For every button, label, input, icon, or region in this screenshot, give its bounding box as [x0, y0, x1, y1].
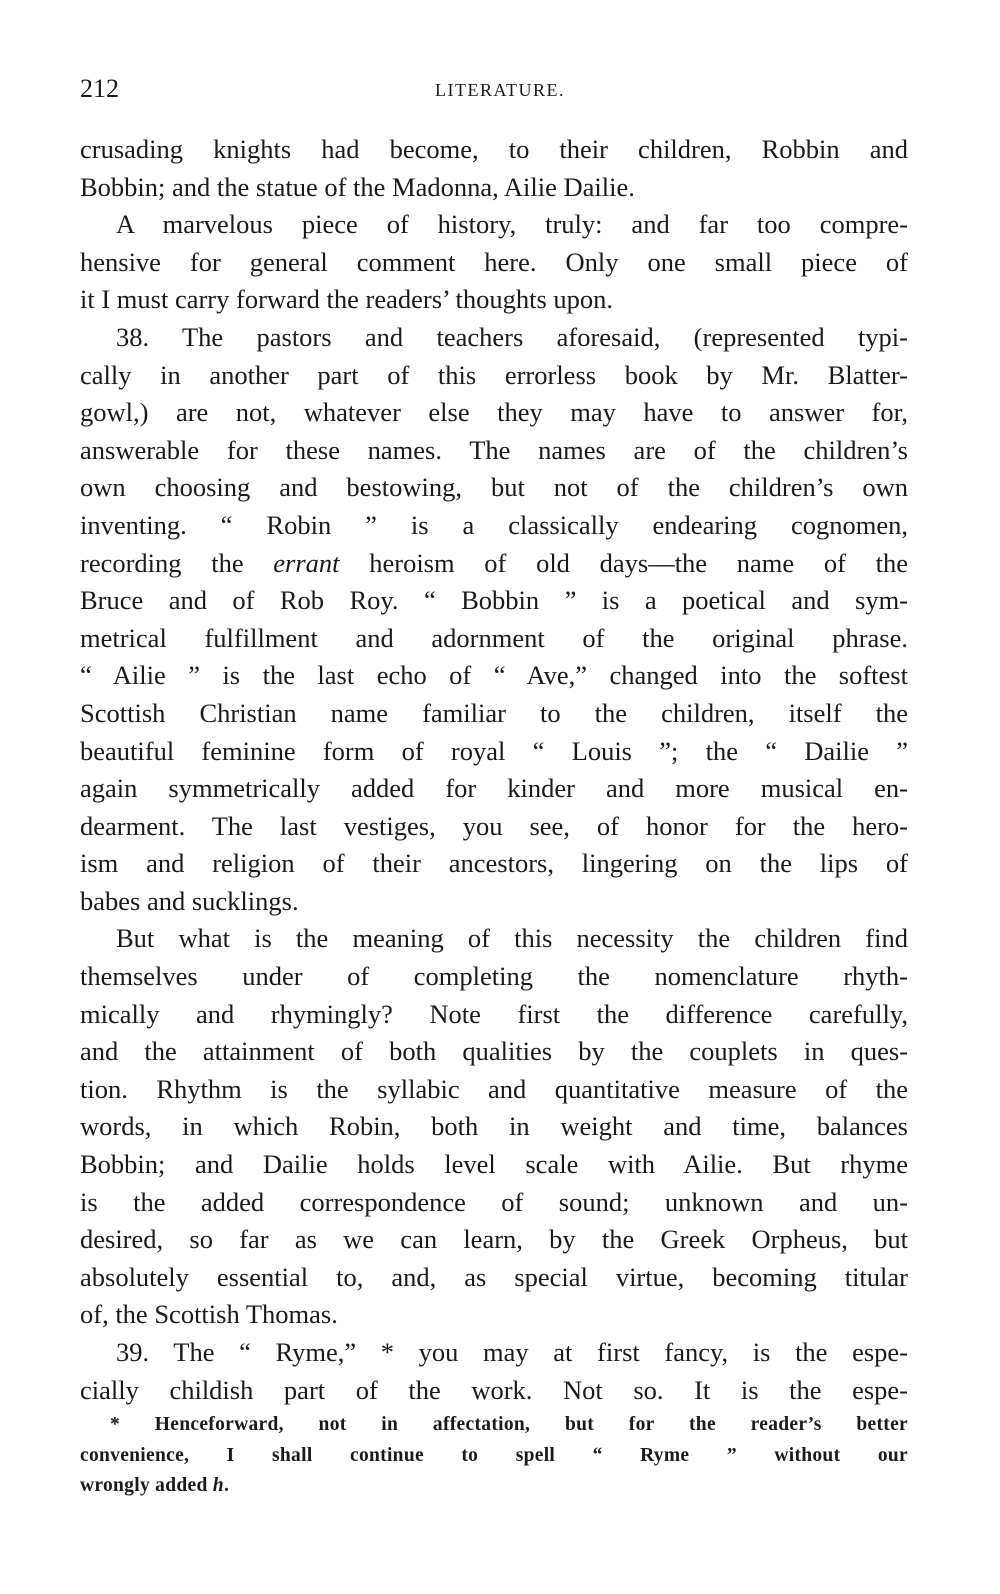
text-line: it I must carry forward the readers’ thoughts upon. [80, 284, 614, 315]
text-line: desired, so far as we can learn, by the Greek Orpheus, but [80, 1224, 908, 1255]
text-line: cially childish part of the work. Not so. It is the espe- [80, 1374, 908, 1405]
text-line: hensive for general comment here. Only one small piece of [80, 246, 908, 277]
text-line: words, in which Robin, both in weight and time, balances [80, 1111, 908, 1142]
text-line: gowl,) are not, whatever else they may have to answer for, [80, 397, 908, 428]
text-line: “ Ailie ” is the last echo of “ Ave,” changed into the softest [80, 660, 908, 691]
text-line: mically and rhymingly? Note first the difference carefully, [80, 998, 908, 1029]
text-line: ism and religion of their ancestors, lingering on the lips of [80, 848, 908, 879]
text-segment: recording the [80, 547, 274, 578]
text-line: answerable for these names. The names are of the children’s [80, 434, 908, 465]
text-line: is the added correspondence of sound; unknown and un- [80, 1186, 908, 1217]
text-line: A marvelous piece of history, truly: and far too compre- [116, 209, 908, 240]
text-line: themselves under of completing the nomenclature rhyth- [80, 961, 908, 992]
text-line: and the attainment of both qualities by the couplets in ques- [80, 1036, 908, 1067]
text-line: of, the Scottish Thomas. [80, 1299, 338, 1330]
text-line: metrical fulfillment and adornment of the original phrase. [80, 622, 908, 653]
text-line: Scottish Christian name familiar to the children, itself the [80, 697, 908, 728]
italic-text: h [212, 1475, 224, 1496]
text-line: 39. The “ Ryme,” * you may at first fancy, is the espe- [116, 1337, 908, 1367]
text-line: 38. The pastors and teachers aforesaid, (represented typi- [116, 321, 908, 352]
text-line: dearment. The last vestiges, you see, of honor for the hero- [80, 810, 908, 841]
text-line: absolutely essential to, and, as special virtue, becoming titular [80, 1261, 908, 1292]
text-line: beautiful feminine form of royal “ Louis ”; the “ Dailie ” [80, 735, 908, 766]
body-text [80, 131, 908, 1409]
text-line [80, 545, 908, 583]
italic-text: errant [273, 547, 340, 578]
footnote-line: convenience, I shall continue to spell “ Ryme ” without our [80, 1444, 908, 1466]
footnote-line [80, 1471, 908, 1502]
text-segment: wrongly added [80, 1475, 213, 1496]
text-line: again symmetrically added for kinder and more musical en- [80, 773, 908, 804]
footnote [80, 1410, 908, 1502]
text-line: inventing. “ Robin ” is a classically endearing cognomen, [80, 509, 908, 540]
footnote-line: * Henceforward, not in affectation, but for the reader’s better [110, 1414, 908, 1435]
text-line: Bobbin; and the statue of the Madonna, Ailie Dailie. [80, 171, 635, 202]
text-line: babes and sucklings. [80, 885, 299, 916]
text-line: crusading knights had become, to their children, Robbin and [80, 134, 908, 164]
text-line: own choosing and bestowing, but not of the children’s own [80, 472, 908, 503]
text-line: But what is the meaning of this necessity the children find [116, 923, 908, 954]
page-number: 212 [80, 74, 119, 103]
text-line: tion. Rhythm is the syllabic and quantitative measure of the [80, 1073, 908, 1104]
text-segment: heroism of old days—the name of the [339, 547, 908, 578]
text-line: Bobbin; and Dailie holds level scale with Ailie. But rhyme [80, 1149, 908, 1180]
running-title: LITERATURE. [435, 80, 565, 100]
text-segment: . [223, 1475, 230, 1496]
text-line: cally in another part of this errorless book by Mr. Blatter- [80, 359, 908, 390]
text-line: Bruce and of Rob Roy. “ Bobbin ” is a poetical and sym- [80, 585, 908, 616]
